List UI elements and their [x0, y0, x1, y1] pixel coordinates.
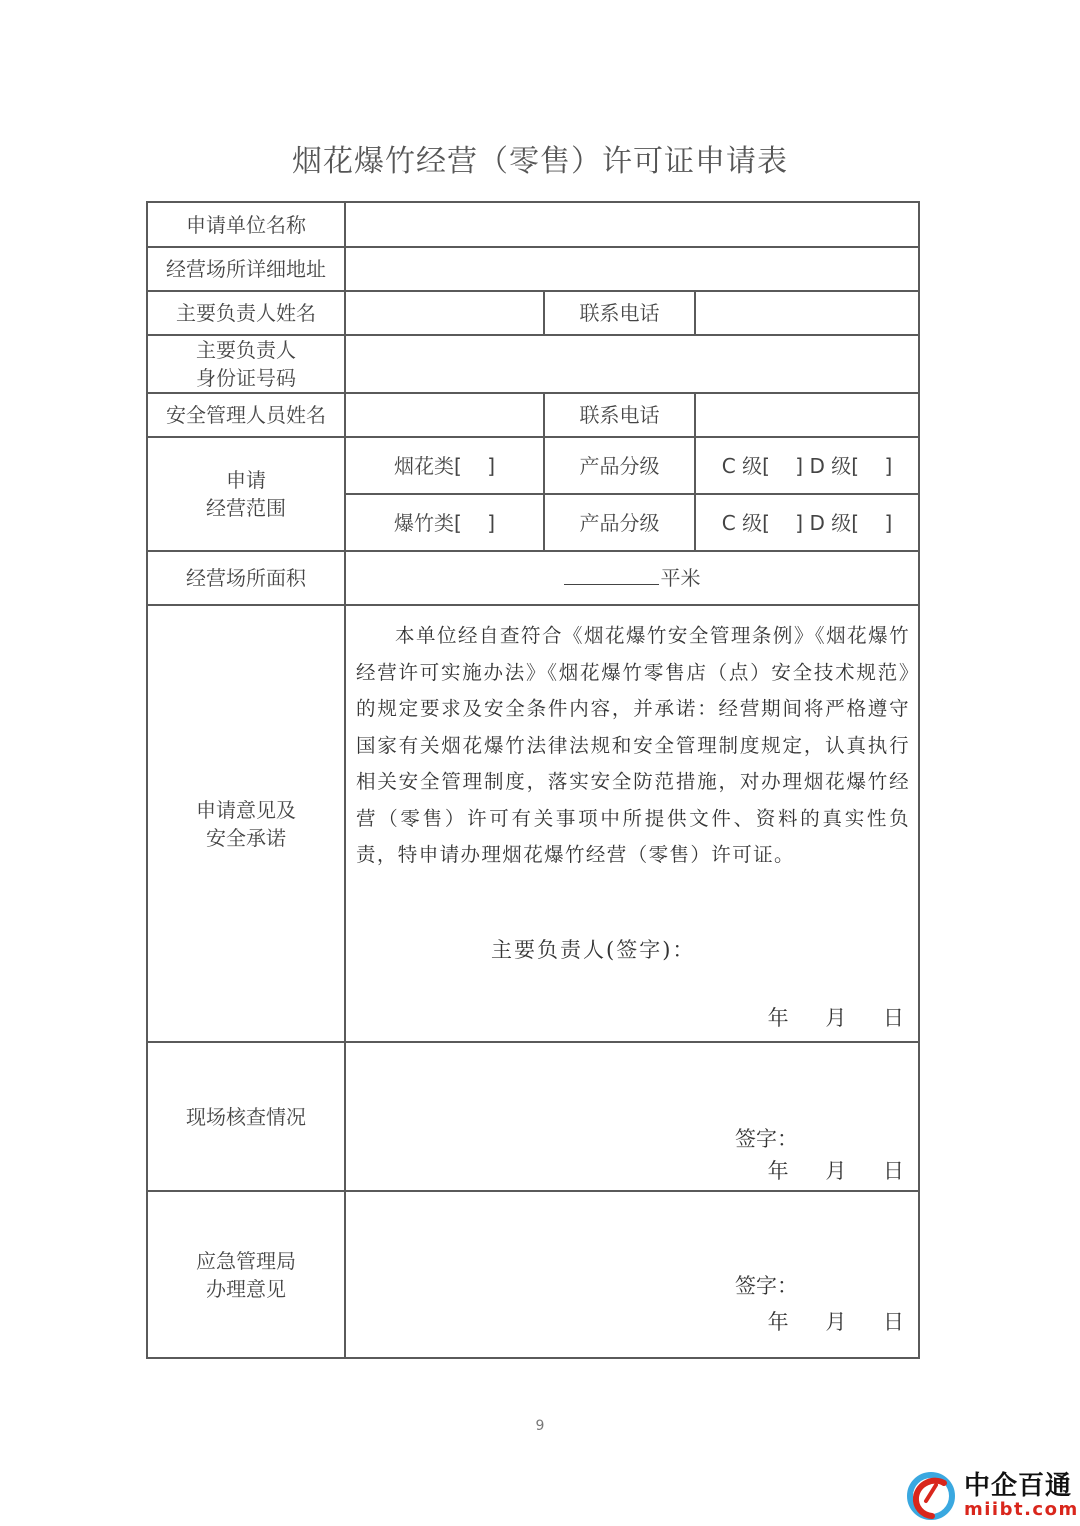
emergency-bureau-label-line1: 应急管理局 — [196, 1248, 296, 1273]
row-scope-fireworks — [147, 437, 919, 494]
row-principal-name — [147, 291, 919, 335]
emergency-bureau-date-day: 日 — [883, 1310, 905, 1334]
emergency-bureau-date — [768, 1308, 904, 1336]
emergency-bureau-label-line2: 办理意见 — [206, 1276, 286, 1301]
scope-fireworks-grade-label: 产品分级 — [544, 437, 695, 494]
scope-firecrackers-grade-label: 产品分级 — [544, 494, 695, 551]
principal-id-label-line1: 主要负责人 — [196, 338, 296, 362]
watermark-text — [964, 1472, 1079, 1520]
area-unit: 平米 — [660, 566, 701, 590]
principal-phone-field[interactable] — [695, 291, 919, 335]
principal-id-field[interactable] — [345, 335, 919, 393]
area-field[interactable] — [564, 568, 659, 585]
scope-firecrackers-grade-options[interactable]: C 级[ ] D 级[ ] — [695, 494, 919, 551]
pledge-date-month: 月 — [825, 1006, 847, 1030]
scope-fireworks-checkbox[interactable]: 烟花类[ ] — [345, 437, 544, 494]
principal-signature-label: 主要负责人(签字)： — [491, 938, 696, 962]
pledge-label-line2: 安全承诺 — [206, 825, 286, 850]
scope-label-line2: 经营范围 — [206, 496, 286, 520]
principal-phone-label: 联系电话 — [544, 291, 695, 335]
scope-firecrackers-checkbox[interactable]: 爆竹类[ ] — [345, 494, 544, 551]
emergency-bureau-cell[interactable] — [345, 1191, 919, 1358]
watermark — [906, 1466, 1080, 1526]
pledge-cell — [345, 605, 919, 1042]
scope-label-line1: 申请 — [226, 468, 266, 492]
pledge-label — [147, 605, 345, 1042]
scope-label — [147, 437, 345, 551]
safety-manager-label: 安全管理人员姓名 — [147, 393, 345, 437]
site-inspection-date-month: 月 — [825, 1159, 847, 1183]
row-area — [147, 551, 919, 605]
applicant-name-label: 申请单位名称 — [147, 202, 345, 247]
brand-logo-icon — [906, 1471, 956, 1521]
scope-fireworks-grade-options[interactable]: C 级[ ] D 级[ ] — [695, 437, 919, 494]
document-title: 烟花爆竹经营（零售）许可证申请表 — [292, 144, 788, 179]
pledge-label-line1: 申请意见及 — [196, 797, 296, 822]
site-inspection-label: 现场核查情况 — [147, 1042, 345, 1191]
site-inspection-date-year: 年 — [767, 1159, 789, 1183]
site-inspection-date — [768, 1157, 904, 1185]
applicant-name-field[interactable] — [345, 202, 919, 247]
application-form-table — [146, 201, 920, 1359]
area-cell — [345, 551, 919, 605]
row-site-inspection — [147, 1042, 919, 1191]
principal-name-label: 主要负责人姓名 — [147, 291, 345, 335]
page-number: 9 — [535, 1418, 545, 1434]
site-inspection-date-day: 日 — [883, 1159, 905, 1183]
pledge-date-day: 日 — [883, 1006, 905, 1030]
brand-url: miibt.com — [964, 1499, 1079, 1520]
row-address — [147, 247, 919, 291]
principal-id-label — [147, 335, 345, 393]
address-field[interactable] — [345, 247, 919, 291]
row-safety-manager — [147, 393, 919, 437]
emergency-bureau-date-year: 年 — [767, 1310, 789, 1334]
pledge-text: 本单位经自查符合《烟花爆竹安全管理条例》《烟花爆竹经营许可实施办法》《烟花爆竹零售店（点）安全技术规范》的规定要求及安全条件内容，并承诺：经营期间将严格遵守国家有关烟花爆竹法律法规和安全管理制度规定，认真执行相关安全管理制度，落实安全防范措施，对办理烟花爆竹经营（零售）许可有关事项中所提供文件、资料的真实性负责，特申请办理烟花爆竹经营（零售）许可证。 — [356, 624, 911, 866]
area-label: 经营场所面积 — [147, 551, 345, 605]
pledge-date — [768, 1004, 904, 1032]
site-inspection-signature-label: 签字： — [735, 1127, 799, 1151]
safety-manager-phone-field[interactable] — [695, 393, 919, 437]
emergency-bureau-label — [147, 1191, 345, 1358]
safety-manager-phone-label: 联系电话 — [544, 393, 695, 437]
emergency-bureau-date-month: 月 — [825, 1310, 847, 1334]
principal-id-label-line2: 身份证号码 — [196, 366, 296, 390]
row-principal-id — [147, 335, 919, 393]
row-emergency-bureau — [147, 1191, 919, 1358]
principal-name-field[interactable] — [345, 291, 544, 335]
row-applicant-name — [147, 202, 919, 247]
address-label: 经营场所详细地址 — [147, 247, 345, 291]
row-pledge — [147, 605, 919, 1042]
emergency-bureau-signature-label: 签字： — [735, 1274, 799, 1298]
pledge-date-year: 年 — [767, 1006, 789, 1030]
brand-name-cn: 中企百通 — [964, 1471, 1073, 1501]
site-inspection-cell[interactable] — [345, 1042, 919, 1191]
safety-manager-field[interactable] — [345, 393, 544, 437]
